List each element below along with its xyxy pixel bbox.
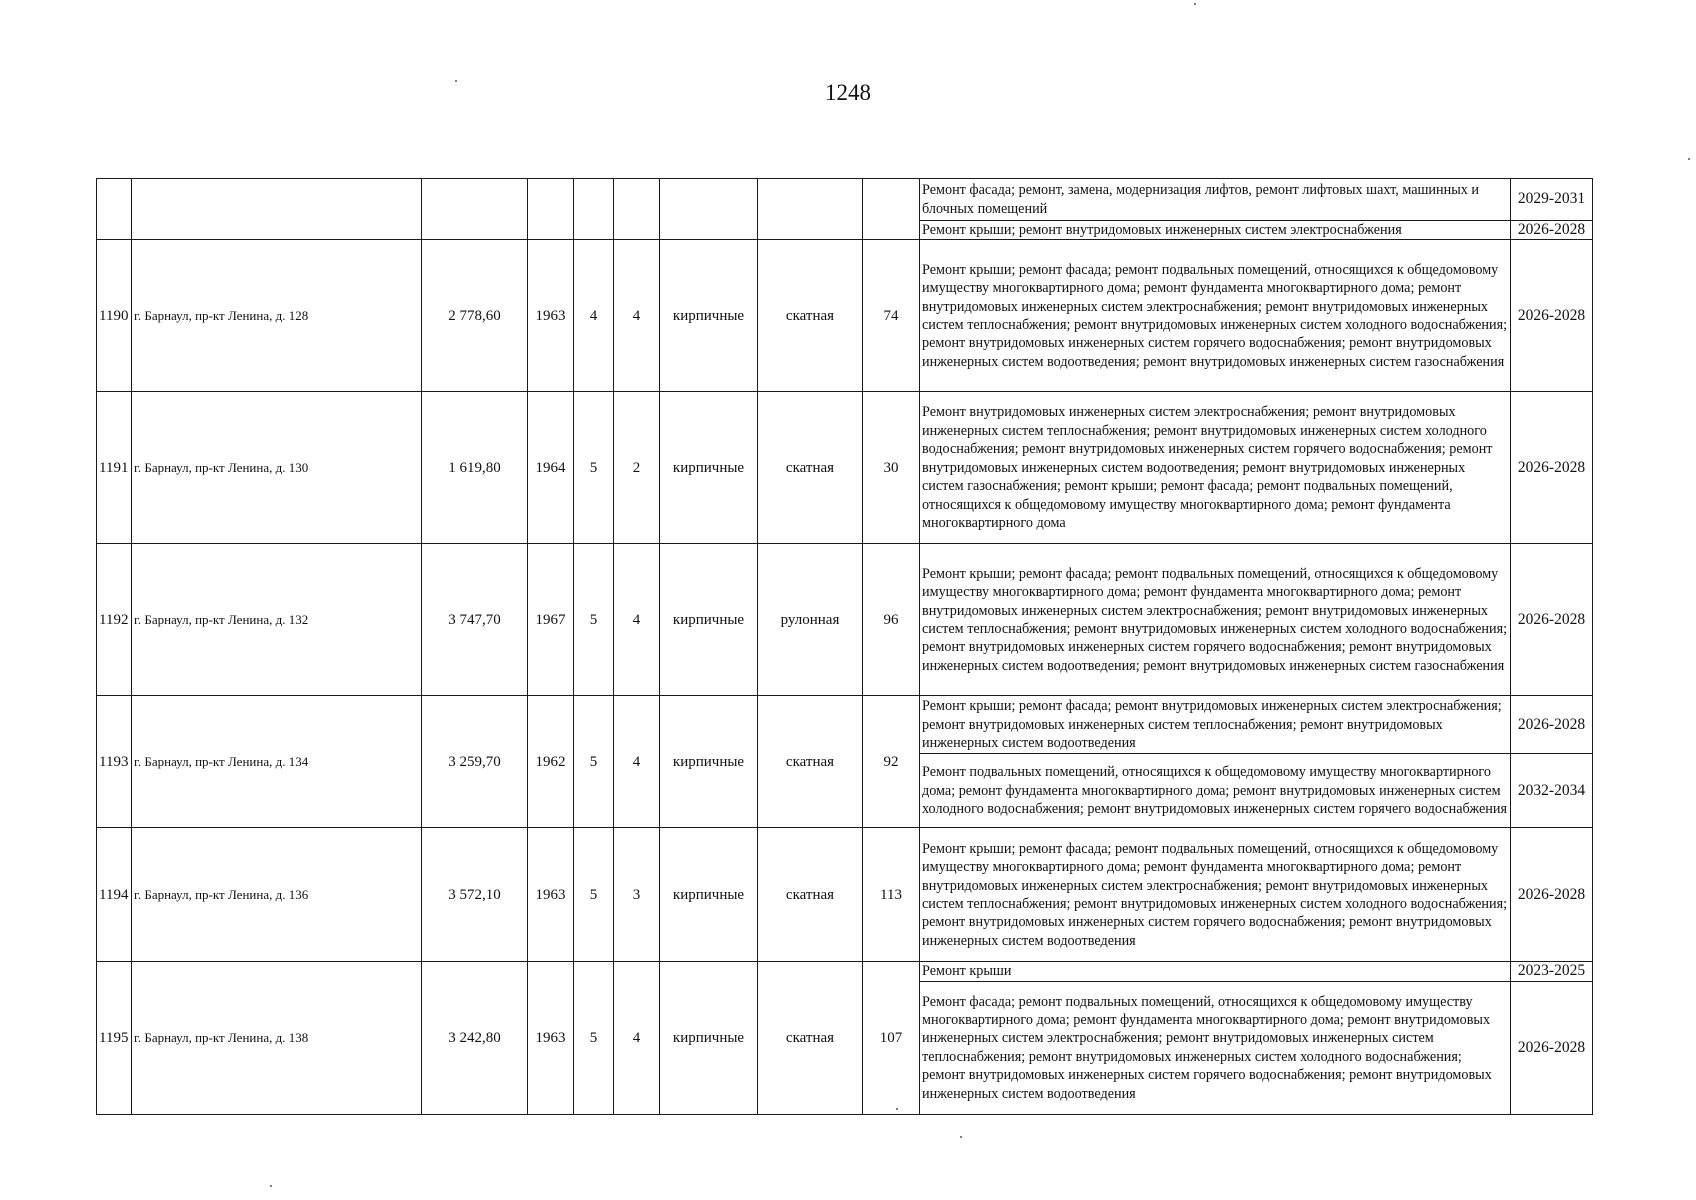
continuation-row: [97, 179, 1593, 221]
period-cell: 2023-2025: [1511, 962, 1593, 981]
works-cell: Ремонт крыши: [920, 962, 1511, 981]
works-cell: Ремонт крыши; ремонт внутридомовых инженерных систем электроснабжения: [920, 221, 1511, 240]
entrances-cell: 2: [614, 392, 660, 544]
period-cell: 2026-2028: [1511, 392, 1593, 544]
year-cell: 1967: [528, 544, 574, 696]
works-cell: Ремонт крыши; ремонт фасада; ремонт подвальных помещений, относящихся к общедомовому имуществу многоквартирного дома; ремонт фундамента многоквартирного дома; ремонт внутридомовых инженерных систем электроснабжения; ремонт внутридомовых инженерных систем теплоснабжения; ремонт внутридомовых инженерных систем холодного водоснабжения; ремонт внутридомовых инженерных систем горячего водоснабжения; ремонт внутридомовых инженерных систем водоотведения; ремонт внутридомовых инженерных систем газоснабжения: [920, 544, 1511, 696]
period-cell: 2026-2028: [1511, 981, 1593, 1114]
entrances-cell: 3: [614, 828, 660, 962]
works-cell: Ремонт крыши; ремонт фасада; ремонт подвальных помещений, относящихся к общедомовому имуществу многоквартирного дома; ремонт фундамента многоквартирного дома; ремонт внутридомовых инженерных систем электроснабжения; ремонт внутридомовых инженерных систем теплоснабжения; ремонт внутридомовых инженерных систем холодного водоснабжения; ремонт внутридомовых инженерных систем горячего водоснабжения; ремонт внутридомовых инженерных систем водоотведения; ремонт внутридомовых инженерных систем газоснабжения: [920, 240, 1511, 392]
period-cell: 2026-2028: [1511, 828, 1593, 962]
empty-cell: [422, 179, 528, 240]
wall-material-cell: кирпичные: [660, 696, 758, 828]
address-cell: г. Барнаул, пр-кт Ленина, д. 128: [132, 240, 422, 392]
floors-cell: 5: [574, 696, 614, 828]
wall-material-cell: кирпичные: [660, 828, 758, 962]
area-cell: 3 242,80: [422, 962, 528, 1114]
floors-cell: 5: [574, 544, 614, 696]
works-cell: Ремонт внутридомовых инженерных систем электроснабжения; ремонт внутридомовых инженерных систем теплоснабжения; ремонт внутридомовых инженерных систем холодного водоснабжения; ремонт внутридомовых инженерных систем горячего водоснабжения; ремонт внутридомовых инженерных систем водоотведения; ремонт внутридомовых инженерных систем газоснабжения; ремонт крыши; ремонт фасада; ремонт подвальных помещений, относящихся к общедомовому имуществу многоквартирного дома; ремонт фундамента многоквартирного дома: [920, 392, 1511, 544]
table-row: [97, 392, 1593, 544]
address-cell: г. Барнаул, пр-кт Ленина, д. 134: [132, 696, 422, 828]
residents-cell: 107: [863, 962, 920, 1114]
wall-material-cell: кирпичные: [660, 392, 758, 544]
period-cell: 2026-2028: [1511, 221, 1593, 240]
roof-type-cell: скатная: [758, 240, 863, 392]
roof-type-cell: скатная: [758, 392, 863, 544]
entrances-cell: 4: [614, 962, 660, 1114]
area-cell: 3 259,70: [422, 696, 528, 828]
table-row: [97, 544, 1593, 696]
floors-cell: 5: [574, 828, 614, 962]
scan-speck: [1688, 158, 1690, 160]
scan-speck: [960, 1136, 962, 1138]
works-cell: Ремонт фасада; ремонт подвальных помещений, относящихся к общедомовому имуществу многоквартирного дома; ремонт фундамента многоквартирного дома; ремонт внутридомовых инженерных систем электроснабжения; ремонт внутридомовых инженерных систем теплоснабжения; ремонт внутридомовых инженерных систем холодного водоснабжения; ремонт внутридомовых инженерных систем горячего водоснабжения; ремонт внутридомовых инженерных систем водоотведения: [920, 981, 1511, 1114]
area-cell: 3 572,10: [422, 828, 528, 962]
row-number: 1193: [97, 696, 132, 828]
empty-cell: [863, 179, 920, 240]
empty-cell: [660, 179, 758, 240]
roof-type-cell: скатная: [758, 696, 863, 828]
works-cell: Ремонт крыши; ремонт фасада; ремонт подвальных помещений, относящихся к общедомовому имуществу многоквартирного дома; ремонт фундамента многоквартирного дома; ремонт внутридомовых инженерных систем электроснабжения; ремонт внутридомовых инженерных систем теплоснабжения; ремонт внутридомовых инженерных систем холодного водоснабжения; ремонт внутридомовых инженерных систем горячего водоснабжения; ремонт внутридомовых инженерных систем водоотведения: [920, 828, 1511, 962]
wall-material-cell: кирпичные: [660, 962, 758, 1114]
works-cell: Ремонт фасада; ремонт, замена, модернизация лифтов, ремонт лифтовых шахт, машинных и блочных помещений: [920, 179, 1511, 221]
residents-cell: 74: [863, 240, 920, 392]
year-cell: 1963: [528, 962, 574, 1114]
residents-cell: 96: [863, 544, 920, 696]
year-cell: 1963: [528, 828, 574, 962]
address-cell: г. Барнаул, пр-кт Ленина, д. 132: [132, 544, 422, 696]
row-number: 1192: [97, 544, 132, 696]
entrances-cell: 4: [614, 696, 660, 828]
address-cell: г. Барнаул, пр-кт Ленина, д. 136: [132, 828, 422, 962]
row-number: 1191: [97, 392, 132, 544]
area-cell: 1 619,80: [422, 392, 528, 544]
works-cell: Ремонт подвальных помещений, относящихся к общедомовому имуществу многоквартирного дома; ремонт фундамента многоквартирного дома; ремонт внутридомовых инженерных систем холодного водоснабжения; ремонт внутридомовых инженерных систем горячего водоснабжения: [920, 754, 1511, 828]
page-number: 1248: [825, 80, 871, 105]
period-cell: 2029-2031: [1511, 179, 1593, 221]
works-cell: Ремонт крыши; ремонт фасада; ремонт внутридомовых инженерных систем электроснабжения; ремонт внутридомовых инженерных систем теплоснабжения; ремонт внутридомовых инженерных систем водоотведения: [920, 696, 1511, 754]
table-row: [97, 240, 1593, 392]
wall-material-cell: кирпичные: [660, 544, 758, 696]
empty-cell: [528, 179, 574, 240]
year-cell: 1964: [528, 392, 574, 544]
roof-type-cell: рулонная: [758, 544, 863, 696]
floors-cell: 5: [574, 392, 614, 544]
empty-cell: [97, 179, 132, 240]
period-cell: 2026-2028: [1511, 240, 1593, 392]
wall-material-cell: кирпичные: [660, 240, 758, 392]
residents-cell: 30: [863, 392, 920, 544]
row-number: 1195: [97, 962, 132, 1114]
scan-speck: [1194, 3, 1196, 5]
period-cell: 2032-2034: [1511, 754, 1593, 828]
empty-cell: [132, 179, 422, 240]
entrances-cell: 4: [614, 544, 660, 696]
area-cell: 2 778,60: [422, 240, 528, 392]
residents-cell: 113: [863, 828, 920, 962]
address-cell: г. Барнаул, пр-кт Ленина, д. 130: [132, 392, 422, 544]
table-row: [97, 696, 1593, 754]
roof-type-cell: скатная: [758, 962, 863, 1114]
address-cell: г. Барнаул, пр-кт Ленина, д. 138: [132, 962, 422, 1114]
scan-speck: [455, 80, 457, 82]
residents-cell: 92: [863, 696, 920, 828]
roof-type-cell: скатная: [758, 828, 863, 962]
floors-cell: 5: [574, 962, 614, 1114]
period-cell: 2026-2028: [1511, 544, 1593, 696]
entrances-cell: 4: [614, 240, 660, 392]
empty-cell: [758, 179, 863, 240]
table-body: [97, 179, 1593, 1115]
year-cell: 1963: [528, 240, 574, 392]
row-number: 1194: [97, 828, 132, 962]
empty-cell: [574, 179, 614, 240]
scan-speck: [270, 1185, 272, 1187]
period-cell: 2026-2028: [1511, 696, 1593, 754]
table-row: [97, 828, 1593, 962]
empty-cell: [614, 179, 660, 240]
row-number: 1190: [97, 240, 132, 392]
housing-repair-table: [96, 178, 1593, 1115]
table-row: [97, 962, 1593, 981]
floors-cell: 4: [574, 240, 614, 392]
area-cell: 3 747,70: [422, 544, 528, 696]
year-cell: 1962: [528, 696, 574, 828]
